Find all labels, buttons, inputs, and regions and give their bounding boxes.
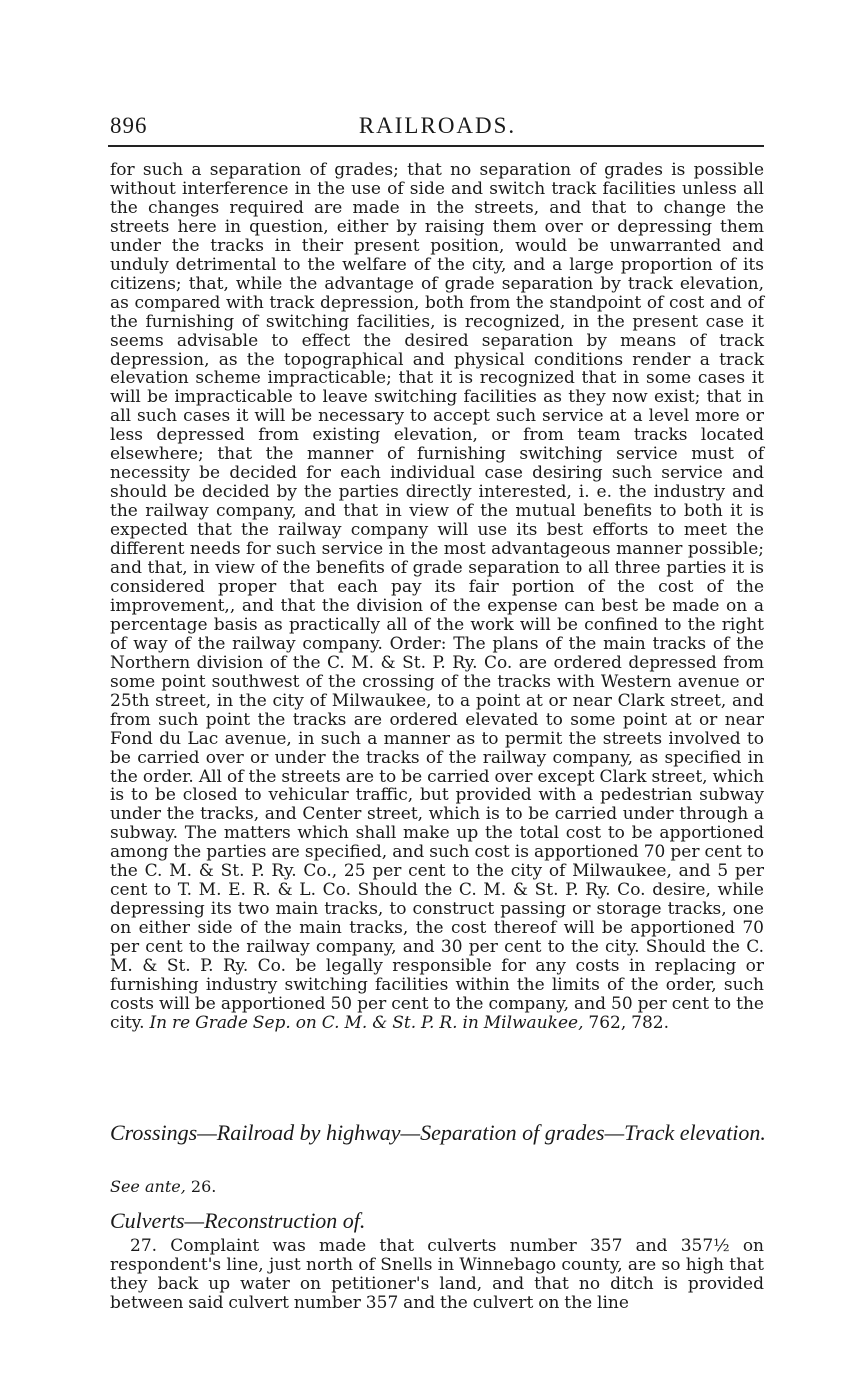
- section-heading-crossings: Crossings—Railroad by highway—Separation of grades—Track elevation.: [110, 1120, 766, 1145]
- section-heading-culverts: Culverts—Reconstruction of.: [110, 1208, 366, 1233]
- running-title: RAILROADS.: [358, 113, 517, 138]
- case-citation: In re Grade Sep. on C. M. & St. P. R. in Milwaukee,: [149, 1012, 584, 1033]
- see-ante-label: See ante,: [110, 1177, 186, 1196]
- main-paragraph: [110, 161, 764, 1033]
- header-rule: [108, 145, 764, 147]
- see-ante-page: 26.: [190, 1177, 217, 1196]
- paragraph-text: for such a separation of grades; that no separation of grades is possible without interference in the use of side and switch track facilities unless all the changes required are made in the streets, and that to change the streets here in question, either by raising them over or depressing them under the tracks in their present position, would be unwarranted and unduly detrimental to the welfare of the city, and a large proportion of its citizens; that, while the advantage of grade separation by track elevation, as compared with track depression, both from the standpoint of cost and of the furnishing of switching facilities, is recognized, in the present case it seems advisable to effect the desired separation by means of track depression, as the topographical and physical conditions render a track elevation scheme impracticable; that it is recognized that in some cases it will be impracticable to leave switching facilities as they now exist; that in all such cases it will be necessary to accept such service at a level more or less depressed from existing elevation, or from team tracks located elsewhere; that the manner of furnishing switching service must of necessity be decided for each individual case desiring such service and should be decided by the parties directly interested, i. e. the industry and the railway company, and that in view of the mutual benefits to both it is expected that the railway company will use its best efforts to meet the different needs for such service in the most advantageous manner possible; and that, in view of the benefits of grade separation to all three parties it is considered proper that each pay its fair portion of the cost of the improvement,, and that the division of the expense can best be made on a percentage basis as practically all of the work will be confined to the right of way of the railway company. Order: The plans of the main tracks of the Northern division of the C. M. & St. P. Ry. Co. are ordered depressed from some point southwest of the crossing of the tracks with Western avenue or 25th street, in the city of Milwaukee, to a point at or near Clark street, and from such point the tracks are ordered elevated to some point at or near Fond du Lac avenue, in such a manner as to permit the streets involved to be carried over or under the tracks of the railway company, as specified in the order. All of the streets are to be carried over except Clark street, which is to be closed to vehicular traffic, but provided with a pedestrian subway under the tracks, and Center street, which is to be carried under through a subway. The matters which shall make up the total cost to be apportioned among the parties are specified, and such cost is apportioned 70 per cent to the C. M. & St. P. Ry. Co., 25 per cent to the city of Milwaukee, and 5 per cent to T. M. E. R. & L. Co. Should the C. M. & St. P. Ry. Co. desire, while depressing its two main tracks, to construct passing or storage tracks, one on either side of the main tracks, the cost thereof will be apportioned 70 per cent to the railway company, and 30 per cent to the city. Should the C. M. & St. P. Ry. Co. be legally responsible for any costs in replacing or furnishing industry switching facilities within the limits of the order, such costs will be apportioned 50 per cent to the company, and 50 per cent to the city.: [110, 160, 764, 1033]
- page-number: 896: [110, 113, 148, 138]
- cross-reference: [110, 1177, 216, 1196]
- running-header: [110, 113, 765, 143]
- citation-pages: 762, 782.: [588, 1012, 669, 1033]
- paragraph-27: 27. Complaint was made that culverts number 357 and 357½ on respondent's line, just north of Snells in Winnebago county, are so high that they back up water on petitioner's land, and that no ditch is provided between said culvert number 357 and the culvert on the line: [110, 1236, 764, 1313]
